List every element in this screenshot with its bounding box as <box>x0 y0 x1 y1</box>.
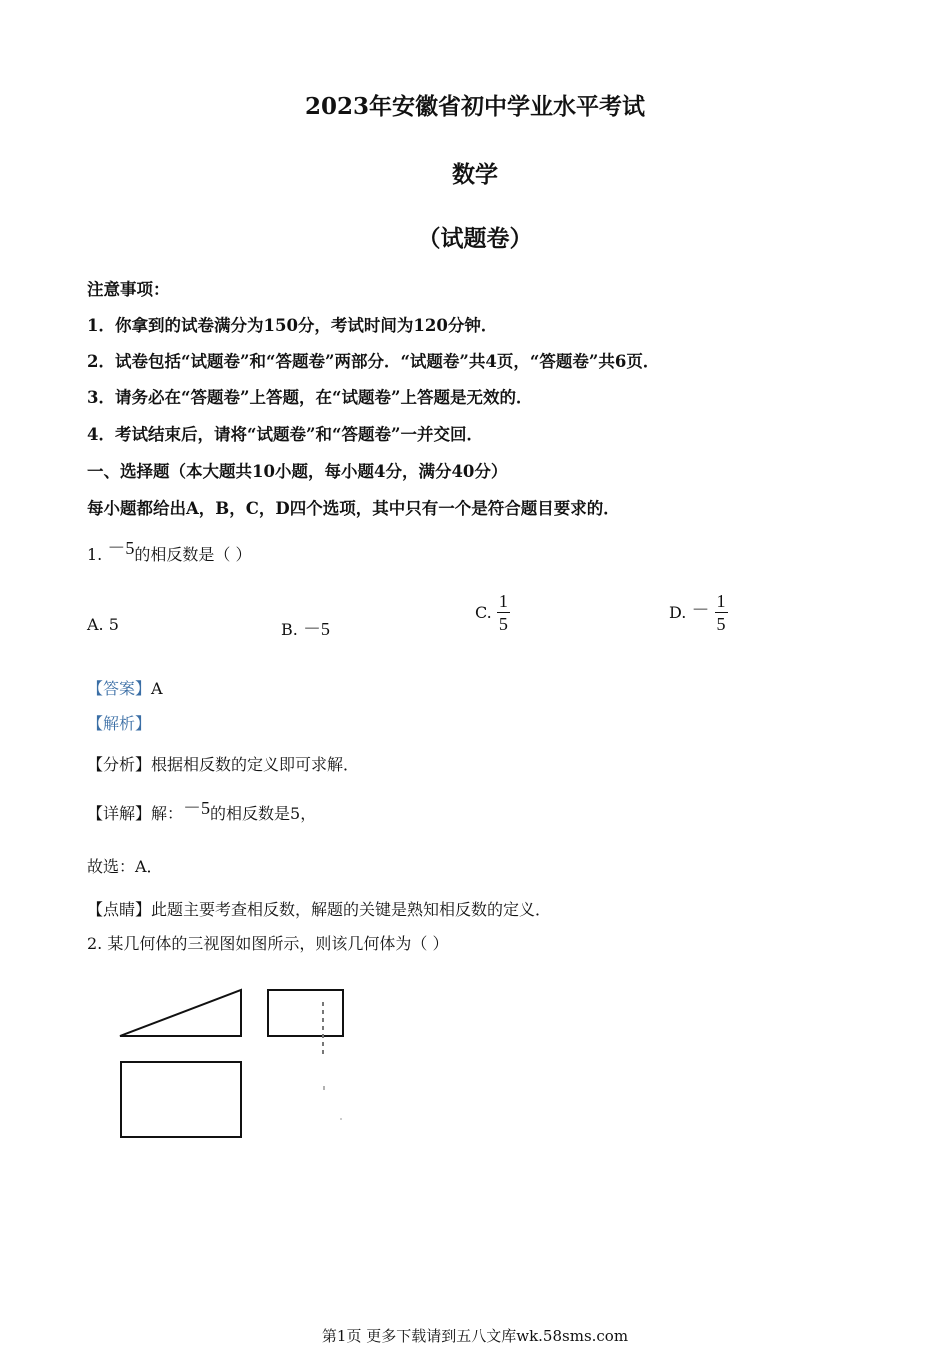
option-a: A. 5 <box>87 615 119 634</box>
option-b-label: B. <box>281 620 298 639</box>
option-d-fraction <box>715 590 728 635</box>
paper-type: （试题卷） <box>417 225 533 252</box>
fraction-numerator: 1 <box>716 591 726 611</box>
page-footer: 第1页 更多下载请到五八文库wk.58sms.com <box>321 1327 629 1345</box>
answer-line <box>87 676 163 699</box>
question-1-text: 的相反数是（ ） <box>134 545 252 564</box>
detail-expr: －5 <box>183 798 211 818</box>
note-item-2: 2．试卷包括“试题卷”和“答题卷”两部分．“试题卷”共4页，“答题卷”共6页． <box>87 352 660 371</box>
question-2-stem: 2. 某几何体的三视图如图所示，则该几何体为（ ） <box>87 934 449 953</box>
fraction-denominator: 5 <box>498 614 508 634</box>
side-view-rectangle <box>268 990 343 1036</box>
note-item-3: 3．请务必在“答题卷”上答题，在“试题卷”上答题是无效的． <box>87 388 533 407</box>
section-instruction: 每小题都给出A，B，C，D四个选项，其中只有一个是符合题目要求的． <box>87 499 620 518</box>
option-d <box>669 590 728 635</box>
choose-line: 故选：A． <box>87 857 163 876</box>
comment-tag: 【点睛】 <box>87 900 152 919</box>
question-number: 1. <box>87 545 103 564</box>
fenxi-text: 根据相反数的定义即可求解． <box>151 755 360 774</box>
comment-line <box>87 897 551 920</box>
option-c <box>475 590 510 635</box>
option-c-fraction <box>497 590 510 635</box>
answer-tag: 【答案】 <box>87 679 152 698</box>
math-negative-five: －5 <box>107 538 135 558</box>
fenxi-tag: 【分析】 <box>87 755 152 774</box>
fraction-numerator: 1 <box>498 591 508 611</box>
answer-value: A <box>151 679 163 698</box>
fenxi-line <box>87 752 359 775</box>
option-b <box>281 615 330 641</box>
detail-prefix: 解： <box>151 804 184 823</box>
three-view-figure <box>110 980 360 1150</box>
exam-subject: 数学 <box>452 161 498 188</box>
exam-title: 2023年安徽省初中学业水平考试 <box>304 93 645 120</box>
analysis-tag: 【解析】 <box>87 714 152 733</box>
detail-tag: 【详解】 <box>87 804 152 823</box>
section-heading: 一、选择题（本大题共10小题，每小题4分，满分40分） <box>87 462 508 481</box>
option-d-label: D. <box>669 603 687 622</box>
option-b-value: －5 <box>302 619 330 639</box>
question-1-stem <box>87 540 251 566</box>
note-item-1: 1．你拿到的试卷满分为150分，考试时间为120分钟． <box>87 316 498 335</box>
comment-text: 此题主要考查相反数，解题的关键是熟知相反数的定义． <box>151 900 552 919</box>
option-d-sign: － <box>691 599 710 620</box>
fraction-denominator: 5 <box>716 614 726 634</box>
option-c-label: C. <box>475 603 492 622</box>
front-view-triangle <box>120 990 241 1036</box>
notes-heading: 注意事项： <box>87 280 170 299</box>
top-view-rectangle <box>121 1062 241 1137</box>
detail-suffix: 的相反数是5， <box>210 804 317 823</box>
detail-line <box>87 799 316 825</box>
note-item-4: 4．考试结束后，请将“试题卷”和“答题卷”一并交回． <box>87 425 483 444</box>
